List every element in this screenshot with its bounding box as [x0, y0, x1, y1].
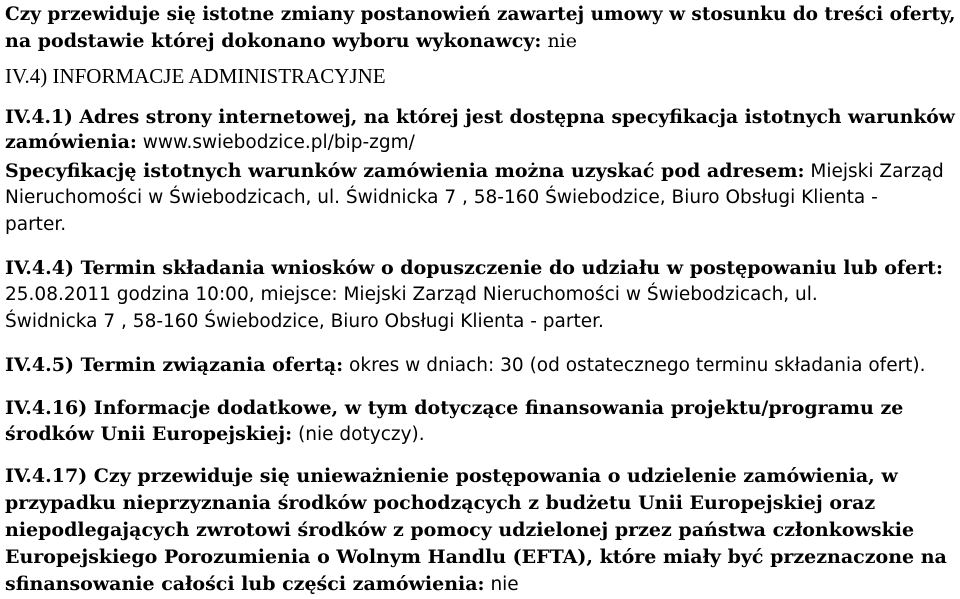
spec-availability-line	[5, 159, 944, 184]
question-answer-line	[5, 29, 577, 53]
spec-address-line3: parter.	[5, 214, 67, 235]
iv417-line4: Europejskiego Porozumienia o Wolnym Handlu (EFTA), które miały być przeznaczone na	[5, 546, 947, 568]
question-text: Czy przewiduje się istotne zmiany postanowień zawartej umowy w stosunku do treści oferty,	[5, 3, 956, 25]
iv416-value: (nie dotyczy).	[292, 424, 425, 445]
spec-label: Specyfikację istotnych warunków zamówienia można uzyskać pod adresem:	[5, 160, 805, 182]
iv45-line	[5, 353, 926, 378]
iv44-label: IV.4.4) Termin składania wniosków o dopuszczenie do udziału w postępowaniu lub ofert:	[5, 257, 943, 279]
iv44-value-line2: Świdnicka 7 , 58-160 Świebodzice, Biuro Obsługi Klienta - parter.	[5, 311, 604, 332]
question-text-line	[5, 2, 955, 26]
spec-url-link[interactable]: www.swiebodzice.pl/bip-zgm/	[136, 132, 415, 153]
iv44-value-line1: 25.08.2011 godzina 10:00, miejsce: Miejski Zarząd Nieruchomości w Świebodzicach, ul.	[5, 284, 818, 305]
iv417-line1: IV.4.17) Czy przewiduje się unieważnienie postępowania o udzielenie zamówienia, w	[5, 465, 898, 487]
iv416-label-line2: środków Unii Europejskiej:	[5, 423, 293, 445]
question-label: na podstawie której dokonano wyboru wykonawcy:	[5, 30, 542, 52]
iv417-answer: nie	[484, 574, 519, 595]
iv41-address-label: zamówienia:	[5, 131, 137, 153]
section-heading: IV.4) INFORMACJE ADMINISTRACYJNE	[5, 64, 386, 88]
iv41-address-line	[5, 130, 415, 155]
iv45-value: okres w dniach: 30 (od ostatecznego terminu składania ofert).	[343, 355, 926, 376]
question-answer: nie	[541, 30, 578, 52]
iv416-line2	[5, 422, 425, 447]
iv417-line2: przypadku nieprzyznania środków pochodzących z budżetu Unii Europejskiej oraz	[5, 492, 876, 514]
iv417-line5	[5, 572, 519, 597]
spec-address-part1: Miejski Zarząd	[804, 161, 944, 182]
spec-address-line2: Nieruchomości w Świebodzicach, ul. Świdnicka 7 , 58-160 Świebodzice, Biuro Obsługi Klienta -	[5, 187, 878, 208]
iv417-label: sfinansowanie całości lub części zamówienia:	[5, 573, 485, 595]
iv45-label: IV.4.5) Termin związania ofertą:	[5, 354, 344, 376]
iv417-line3: niepodlegających zwrotowi środków z pomocy udzielonej przez państwa członkowskie	[5, 519, 915, 541]
iv416-label-line1: IV.4.16) Informacje dodatkowe, w tym dotyczące finansowania projektu/programu ze	[5, 397, 904, 419]
iv41-label-line: IV.4.1) Adres strony internetowej, na której jest dostępna specyfikacja istotnych warunków	[5, 106, 955, 128]
